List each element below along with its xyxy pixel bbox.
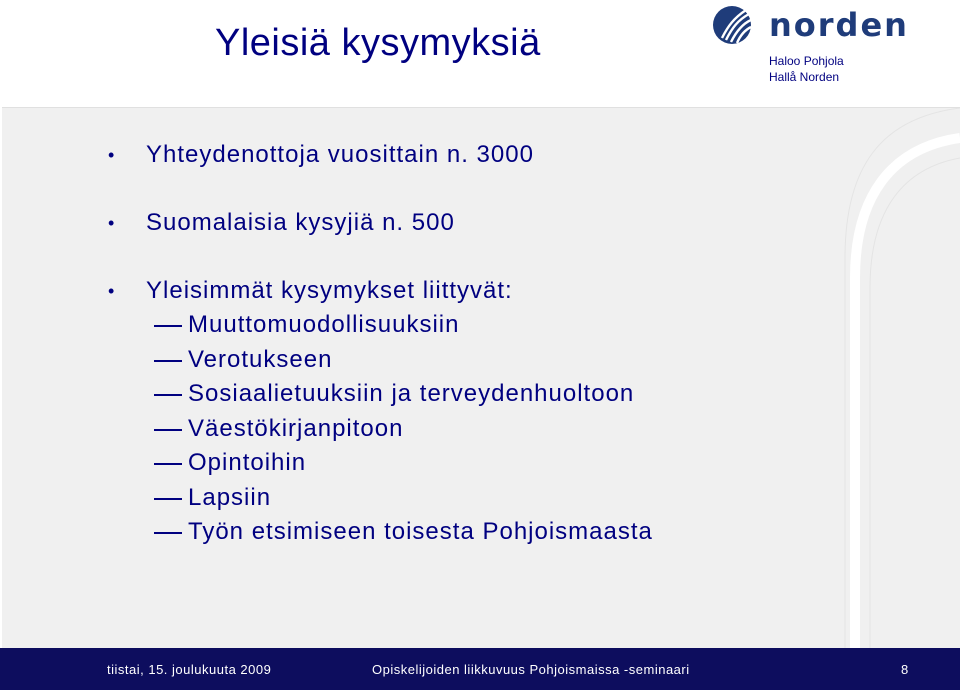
decorative-curves <box>770 108 960 649</box>
norden-logo <box>712 4 912 48</box>
subtitle-line2: Hallå Norden <box>769 70 840 84</box>
page-number: 8 <box>901 662 909 677</box>
sub-item: Väestökirjanpitoon <box>108 412 653 447</box>
norden-swan-icon <box>712 4 756 48</box>
content-area <box>2 107 960 648</box>
sub-item: Lapsiin <box>108 481 653 516</box>
sub-item: Opintoihin <box>108 446 653 481</box>
bullet-item: • Yhteydenottoja vuosittain n. 3000 <box>108 138 653 172</box>
footer-date: tiistai, 15. joulukuuta 2009 <box>107 662 272 677</box>
subtitle <box>769 53 844 85</box>
footer-event: Opiskelijoiden liikkuvuus Pohjoismaissa -seminaari <box>372 662 690 677</box>
bullet-list <box>108 138 653 550</box>
bullet-item: • Suomalaisia kysyjiä n. 500 <box>108 206 653 240</box>
sub-item: Työn etsimiseen toisesta Pohjoismaasta <box>108 515 653 550</box>
page-title: Yleisiä kysymyksiä <box>215 22 541 64</box>
subtitle-line1: Haloo Pohjola <box>769 54 844 68</box>
bullet-item: • Yleisimmät kysymykset liittyvät: <box>108 274 653 308</box>
sub-item: Verotukseen <box>108 343 653 378</box>
footer-bar <box>0 648 960 690</box>
sub-item: Sosiaalietuuksiin ja terveydenhuoltoon <box>108 377 653 412</box>
logo-wordmark: norden <box>769 6 909 44</box>
sub-item: Muuttomuodollisuuksiin <box>108 308 653 343</box>
